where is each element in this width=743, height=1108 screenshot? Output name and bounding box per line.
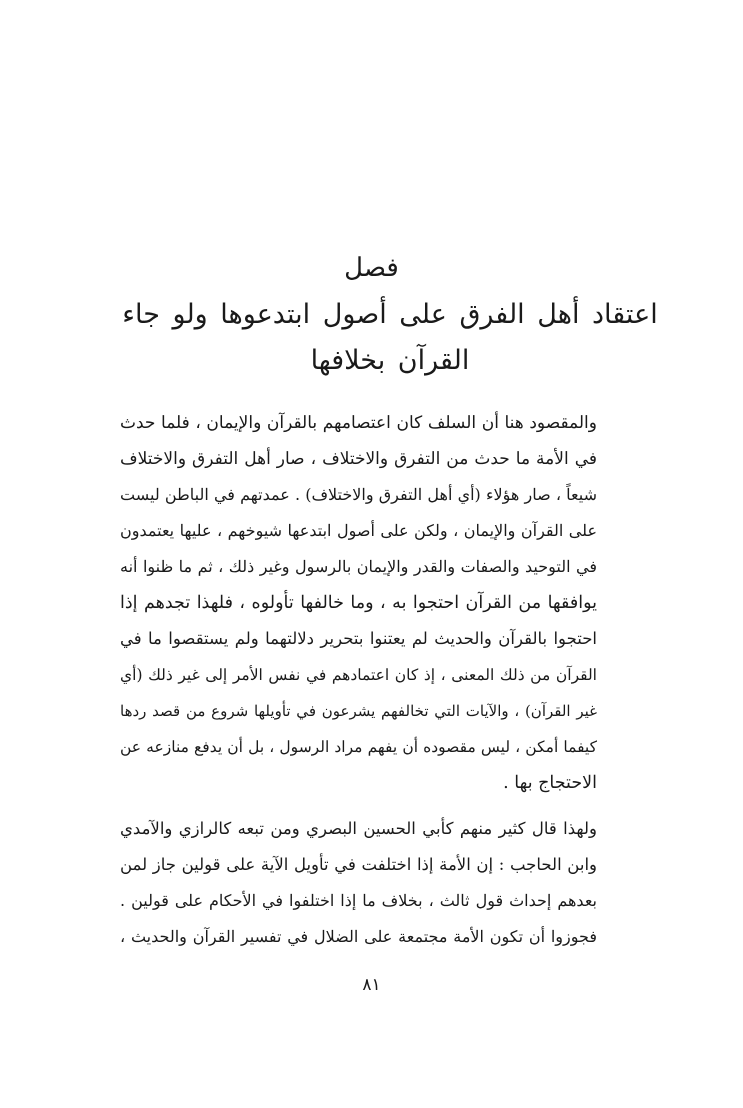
- text-line: غير القرآن) ، والآيات التي تخالفهم يشرعون في تأويلها شروع من قصد ردها: [120, 702, 597, 720]
- text-line: الاحتجاج بها .: [503, 773, 597, 793]
- text-line: بعدهم إحداث قول ثالث ، بخلاف ما إذا اختلفوا في الأحكام على قولين .: [120, 891, 597, 910]
- text-line: والمقصود هنا أن السلف كان اعتصامهم بالقرآن والإيمان ، فلما حدث: [120, 413, 597, 433]
- section-heading: فصل: [344, 253, 399, 283]
- text-line: فجوزوا أن تكون الأمة مجتمعة على الضلال في تفسير القرآن والحديث ،: [120, 927, 597, 946]
- paragraph-1: [120, 405, 623, 801]
- text-line: في الأمة ما حدث من التفرق والاختلاف ، صار أهل التفرق والاختلاف: [120, 449, 597, 469]
- text-line: القرآن من ذلك المعنى ، إذ كان اعتمادهم في نفس الأمر إلى غير ذلك (أي: [120, 666, 597, 684]
- chapter-title: اعتقاد أهل الفرق على أصول ابتدعوها ولو جاء القرآن بخلافها: [122, 299, 658, 376]
- body-text: [120, 405, 623, 955]
- text-line: وابن الحاجب : إن الأمة إذا اختلفت في تأويل الآية على قولين جاز لمن: [120, 855, 597, 874]
- paragraph-2: [120, 811, 623, 955]
- text-line: يوافقها من القرآن احتجوا به ، وما خالفها تأولوه ، فلهذا تجدهم إذا: [120, 593, 597, 613]
- text-line: على القرآن والإيمان ، ولكن على أصول ابتدعها شيوخهم ، عليها يعتمدون: [120, 521, 597, 540]
- text-line: ولهذا قال كثير منهم كأبي الحسين البصري ومن تبعه كالرازي والآمدي: [120, 819, 597, 838]
- page-number: ٨١: [362, 975, 381, 995]
- text-line: كيفما أمكن ، ليس مقصوده أن يفهم مراد الرسول ، بل أن يدفع منازعه عن: [120, 738, 597, 756]
- text-line: شيعاً ، صار هؤلاء (أي أهل التفرق والاختلاف) . عمدتهم في الباطن ليست: [120, 485, 597, 504]
- text-line: في التوحيد والصفات والقدر والإيمان بالرسول وغير ذلك ، ثم ما ظنوا أنه: [120, 557, 597, 576]
- text-line: احتجوا بالقرآن والحديث لم يعتنوا بتحرير دلالتهما ولم يستقصوا ما في: [120, 629, 597, 648]
